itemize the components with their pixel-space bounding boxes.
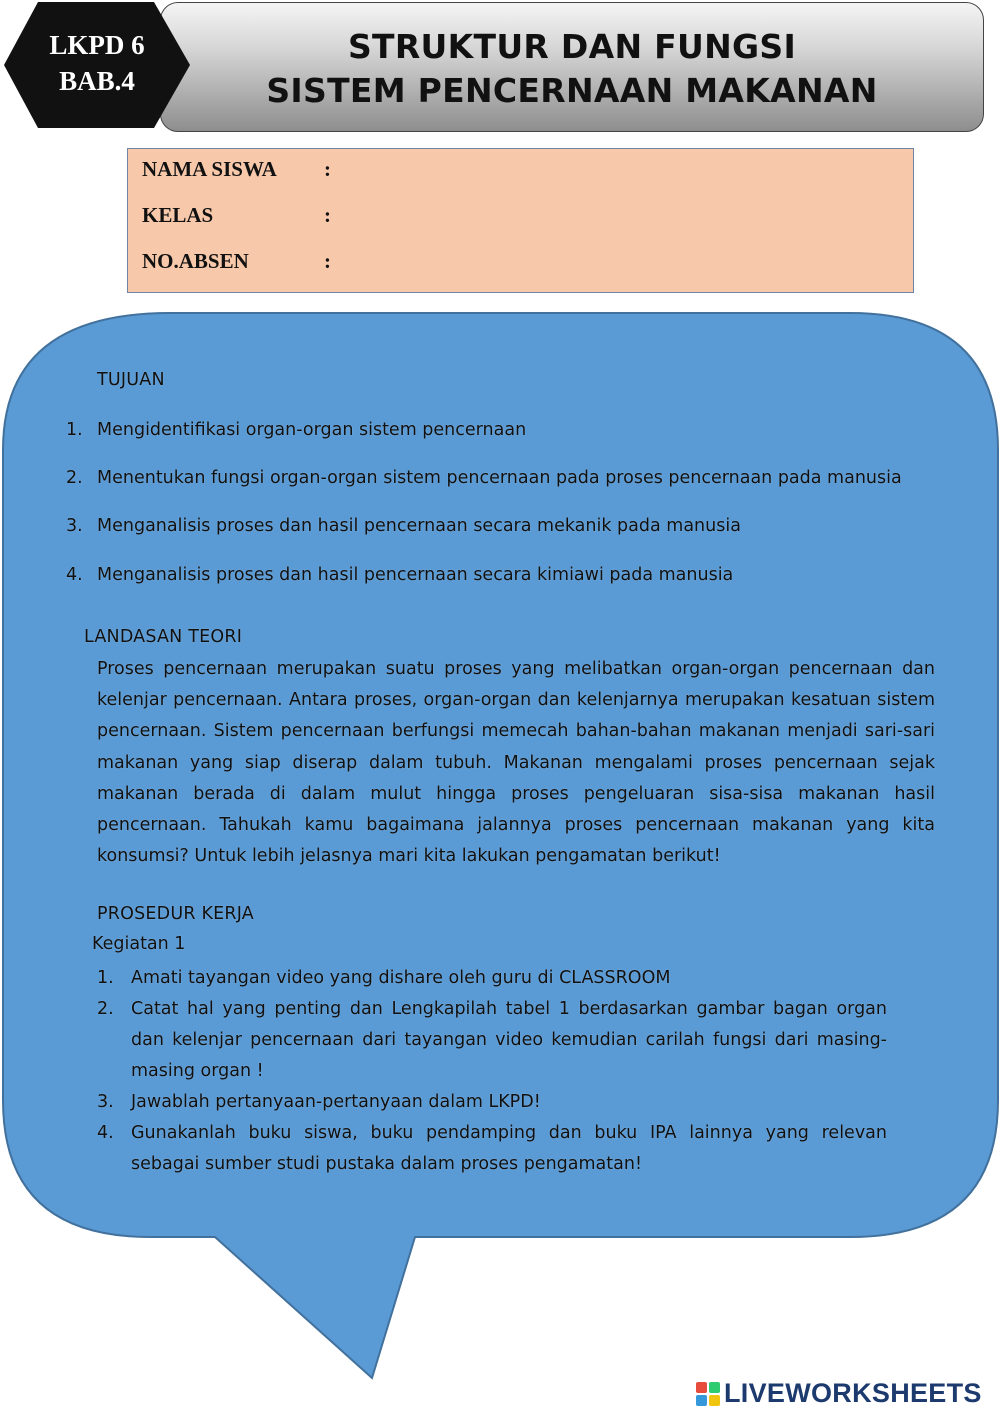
objective-number: 1.	[66, 420, 83, 440]
tujuan-heading: TUJUAN	[97, 370, 165, 390]
landasan-paragraph: Proses pencernaan merupakan suatu proses yang melibatkan organ-organ pencernaan dan kelenjar pencernaan. Antara proses, organ-organ dan kelenjarnya merupakan kesatuan sistem pencernaan. Sistem pencernaan berfungsi memecah bahan-bahan makanan menjadi sari-sari makanan yang siap diserap dalam tubuh. Makanan mengalami proses pencernaan sejak makanan berada di dalam mulut hingga proses pengeluaran sisa-sisa makanan hasil pencernaan. Tahukah kamu bagaimana jalannya proses pencernaan makanan yang kita konsumsi? Untuk lebih jelasnya mari kita lakukan pengamatan berikut!	[97, 659, 935, 867]
procedure-steps	[97, 963, 887, 1180]
procedure-step	[97, 994, 887, 1087]
objective-item	[66, 420, 526, 440]
badge-line-1: LKPD 6	[49, 30, 145, 60]
step-text: Catat hal yang penting dan Lengkapilah tabel 1 berdasarkan gambar bagan organ dan kelenjar pencernaan dari tayangan video kemudian carilah fungsi dari masing-masing organ !	[131, 999, 887, 1081]
identity-colon: :	[324, 203, 331, 227]
objective-text: Menganalisis proses dan hasil pencernaan secara kimiawi pada manusia	[97, 565, 734, 585]
step-number: 4.	[97, 1123, 114, 1143]
identity-label: KELAS	[142, 203, 214, 227]
objective-number: 3.	[66, 516, 83, 536]
step-number: 3.	[97, 1092, 114, 1112]
step-number: 2.	[97, 999, 114, 1019]
step-number: 1.	[97, 968, 114, 988]
page-title-line-1: STRUKTUR DAN FUNGSI	[347, 27, 797, 66]
objective-text: Menentukan fungsi organ-organ sistem pencernaan pada proses pencernaan pada manusia	[97, 468, 902, 488]
objective-text: Mengidentifikasi organ-organ sistem pencernaan	[97, 420, 527, 440]
objective-item	[66, 516, 741, 536]
objective-number: 4.	[66, 565, 83, 585]
prosedur-heading: PROSEDUR KERJA	[97, 904, 254, 924]
objective-text: Menganalisis proses dan hasil pencernaan secara mekanik pada manusia	[97, 516, 741, 536]
kegiatan-subheading: Kegiatan 1	[92, 934, 186, 954]
identity-colon: :	[324, 249, 331, 273]
logo-grid-icon	[696, 1382, 720, 1406]
landasan-heading: LANDASAN TEORI	[84, 627, 243, 647]
step-text: Jawablah pertanyaan-pertanyaan dalam LKPD!	[131, 1092, 541, 1112]
logo-brand-text: LIVEWORKSHEETS	[724, 1378, 982, 1408]
identity-label: NAMA SISWA	[142, 157, 277, 181]
objective-item	[66, 565, 733, 585]
step-text: Amati tayangan video yang dishare oleh guru di CLASSROOM	[131, 968, 671, 988]
objective-item	[66, 468, 902, 488]
page-title-line-2: SISTEM PENCERNAAN MAKANAN	[266, 71, 878, 110]
step-text: Gunakanlah buku siswa, buku pendamping dan buku IPA lainnya yang relevan sebagai sumber studi pustaka dalam proses pengamatan!	[131, 1123, 887, 1174]
procedure-step	[97, 963, 887, 994]
procedure-step	[97, 1118, 887, 1180]
objective-number: 2.	[66, 468, 83, 488]
badge-line-2: BAB.4	[59, 66, 135, 96]
identity-colon: :	[324, 157, 331, 181]
procedure-step	[97, 1087, 887, 1118]
identity-label: NO.ABSEN	[142, 249, 249, 273]
